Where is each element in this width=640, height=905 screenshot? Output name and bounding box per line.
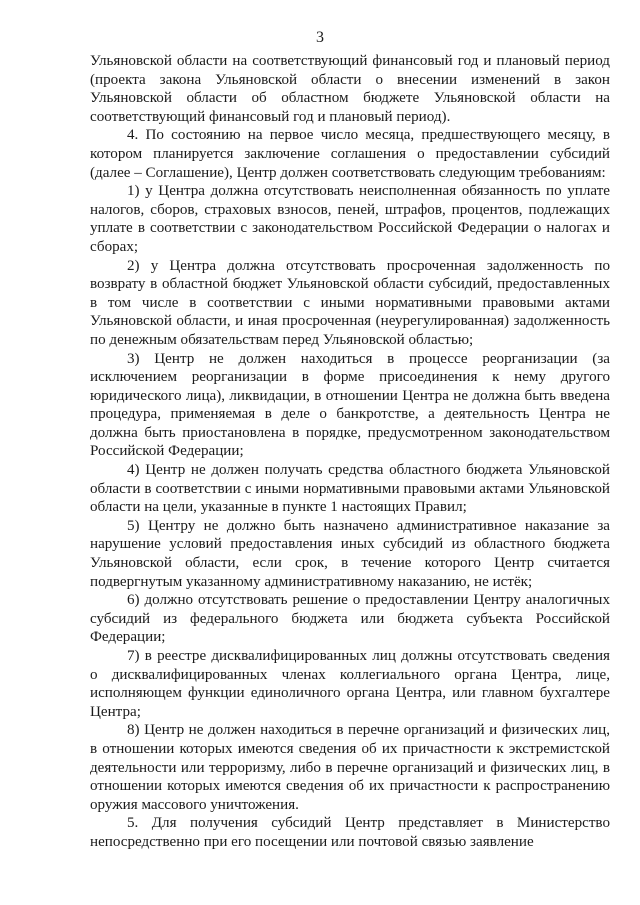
paragraph-item-2: 2) у Центра должна отсутствовать просроченная задолженность по возврату в областной бюджет Ульяновской области субсидий, предоставленных в том числе в соответствии с иными нормативными правовыми актами Ульяновской области, и иная просроченная (неурегулированная) задолженность по денежным обязательствам перед Ульяновской областью; <box>90 257 610 348</box>
paragraph-continuation: Ульяновской области на соответствующий финансовый год и плановый период (проекта закона Ульяновской области о внесении изменений в закон Ульяновской области об областном бюджете Ульяновской области на соответствующий финансовый год и плановый период). <box>90 53 610 125</box>
paragraph-item-6: 6) должно отсутствовать решение о предоставлении Центру аналогичных субсидий из федерального бюджета или бюджета субъекта Российской Федерации; <box>90 592 610 646</box>
paragraph-item-7: 7) в реестре дисквалифицированных лиц должны отсутствовать сведения о дисквалифицированных членах коллегиального органа Центра, лице, исполняющем функции единоличного органа Центра, или главном бухгалтере Центра; <box>90 648 610 720</box>
paragraph-clause-5: 5. Для получения субсидий Центр представляет в Министерство непосредственно при его посещении или почтовой связью заявление <box>90 815 610 850</box>
paragraph-item-1: 1) у Центра должна отсутствовать неисполненная обязанность по уплате налогов, сборов, страховых взносов, пеней, штрафов, процентов, подлежащих уплате в соответствии с законодательством Российской Федерации о налогах и сборах; <box>90 183 610 255</box>
paragraph-item-4: 4) Центр не должен получать средства областного бюджета Ульяновской области в соответствии с иными нормативными правовыми актами Ульяновской области на цели, указанные в пункте 1 настоящих Правил; <box>90 462 610 516</box>
paragraph-item-3: 3) Центр не должен находиться в процессе реорганизации (за исключением реорганизации в форме присоединения к нему другого юридического лица), ликвидации, в отношении Центра не должна быть введена процедура, применяемая в деле о банкротстве, а деятельность Центра не должна быть приостановлена в порядке, предусмотренном законодательством Российской Федерации; <box>90 350 610 460</box>
paragraph-clause-4: 4. По состоянию на первое число месяца, предшествующего месяцу, в котором планируется заключение соглашения о предоставлении субсидий (далее – Соглашение), Центр должен соответствовать следующим требованиям: <box>90 127 610 181</box>
page-number: 3 <box>316 29 324 46</box>
document-body <box>90 52 610 852</box>
paragraph-item-5: 5) Центру не должно быть назначено административное наказание за нарушение условий предоставления иных субсидий из областного бюджета Ульяновской области, если срок, в течение которого Центр считается подвергнутым указанному административному наказанию, не истёк; <box>90 517 610 590</box>
paragraph-item-8: 8) Центр не должен находиться в перечне организаций и физических лиц, в отношении которых имеются сведения об их причастности к экстремистской деятельности или терроризму, либо в перечне организаций и физических лиц, в отношении которых имеются сведения об их причастности к распространению оружия массового уничтожения. <box>90 722 610 813</box>
